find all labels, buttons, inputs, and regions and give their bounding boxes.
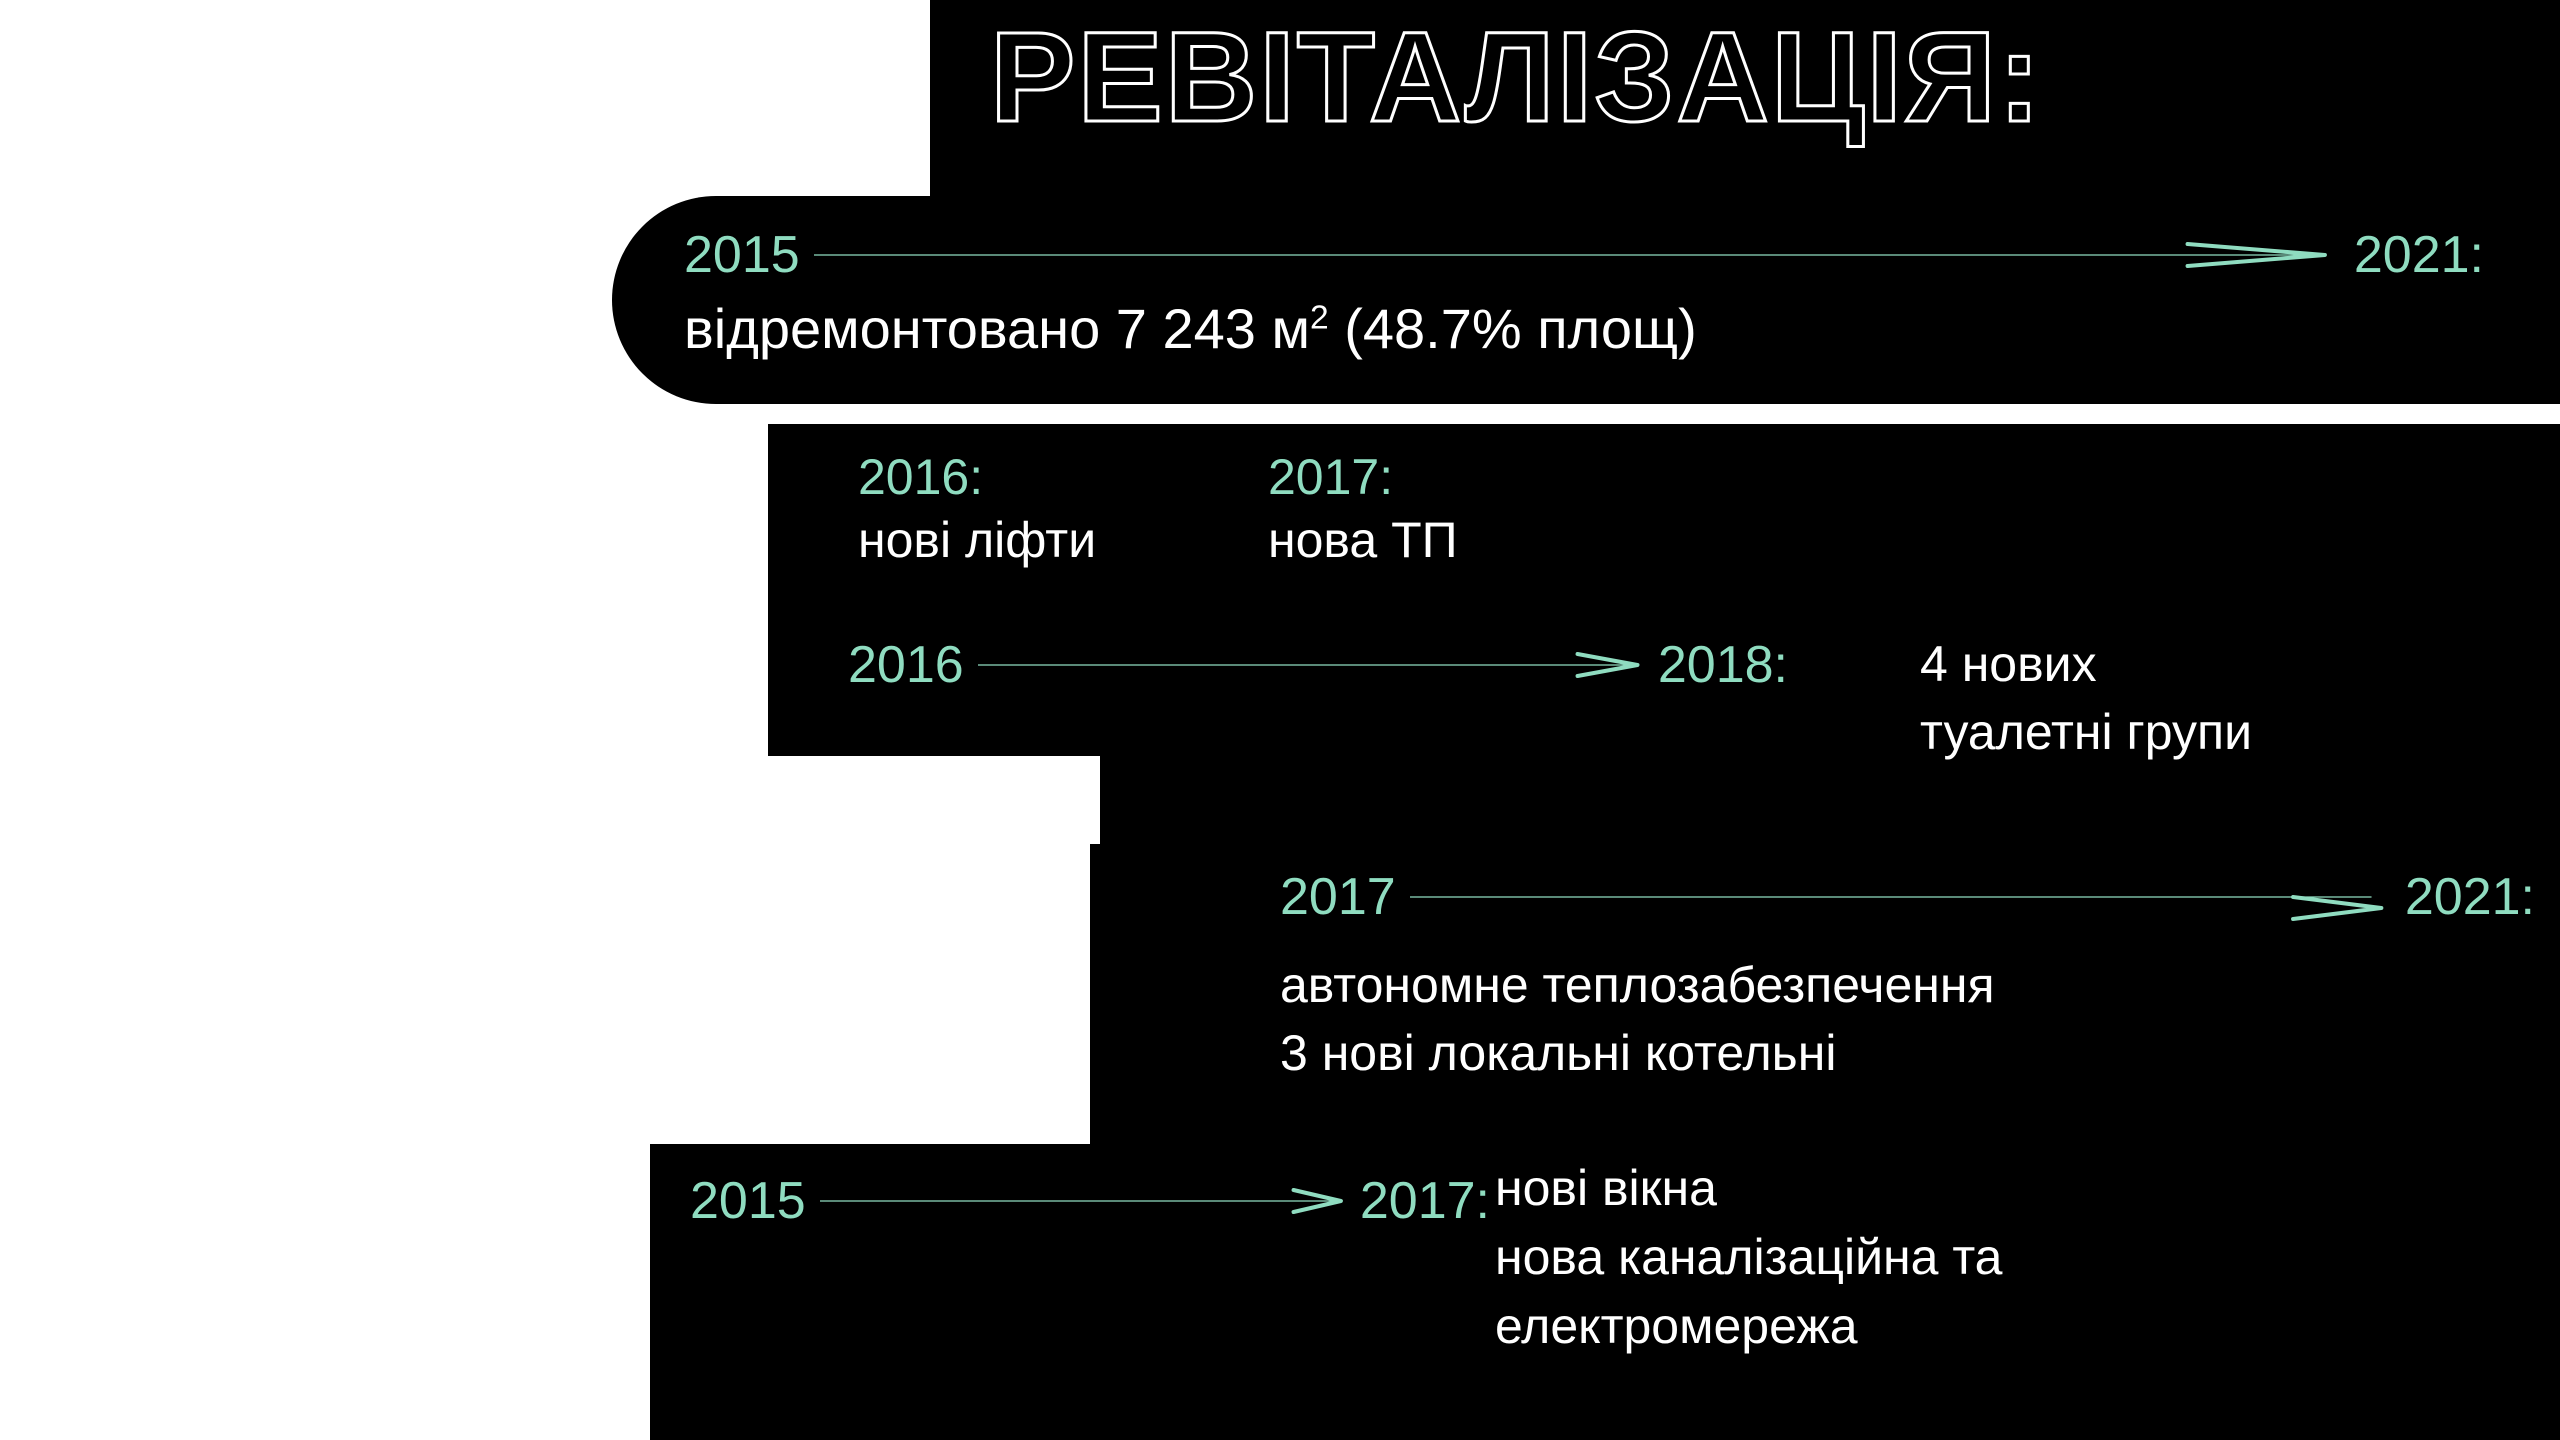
description-row-1: відремонтовано 7 243 $м^2$ (48.7% площ) <box>684 297 1697 360</box>
description-row-4 <box>1280 952 1995 1087</box>
description-row-4-line-1: автономне теплозабезпечення <box>1280 957 1995 1013</box>
timeline-row-2 <box>768 424 2560 608</box>
timeline-arrow-row-3 <box>848 634 1788 696</box>
arrow-icon <box>820 1181 1346 1221</box>
arrow-icon <box>1410 877 2391 917</box>
description-row-5-line-1: нові вікна <box>1495 1160 1717 1216</box>
timeline-arrow-row-4 <box>1280 866 2535 928</box>
year-row-2-col-2: 2017: <box>1268 449 1394 505</box>
timeline-row-3-lower-panel <box>1100 756 2560 844</box>
timeline-row-5 <box>650 1144 2560 1440</box>
timeline-row-4 <box>1090 844 2560 1144</box>
end-year-row-1: 2021: <box>2353 226 2484 284</box>
description-row-5-line-3: електромережа <box>1495 1298 1858 1354</box>
start-year-row-5: 2015 <box>690 1172 806 1230</box>
end-year-row-3: 2018: <box>1657 636 1788 694</box>
description-row-3-line-1: 4 нових <box>1920 636 2097 692</box>
description-row-2-col-1: нові ліфти <box>858 511 1097 568</box>
page-title: РЕВІТАЛІЗАЦІЯ: <box>990 6 2043 149</box>
year-row-2-col-1: 2016: <box>858 449 984 505</box>
description-row-4-line-2: 3 нові локальні котельні <box>1280 1024 1837 1081</box>
end-year-row-5: 2017: <box>1359 1172 1490 1230</box>
description-row-5 <box>1495 1154 2002 1361</box>
timeline-row-2-col-2 <box>1268 446 1458 571</box>
start-year-row-3: 2016 <box>848 636 964 694</box>
end-year-row-4: 2021: <box>2404 868 2535 926</box>
arrow-icon <box>978 645 1644 685</box>
description-row-5-line-2: нова каналізаційна та <box>1495 1229 2003 1285</box>
description-row-3-line-2: туалетні групи <box>1920 704 2253 760</box>
timeline-row-2-col-1 <box>858 446 1096 571</box>
description-row-2-col-2: нова ТП <box>1268 511 1458 568</box>
start-year-row-1: 2015 <box>684 226 800 284</box>
start-year-row-4: 2017 <box>1280 868 1396 926</box>
arrow-icon <box>814 235 2340 275</box>
timeline-arrow-row-1 <box>684 224 2484 286</box>
timeline-arrow-row-5 <box>690 1170 1490 1232</box>
description-row-3 <box>1920 630 2540 766</box>
timeline-row-1 <box>612 196 2560 404</box>
title-panel <box>930 0 2560 196</box>
